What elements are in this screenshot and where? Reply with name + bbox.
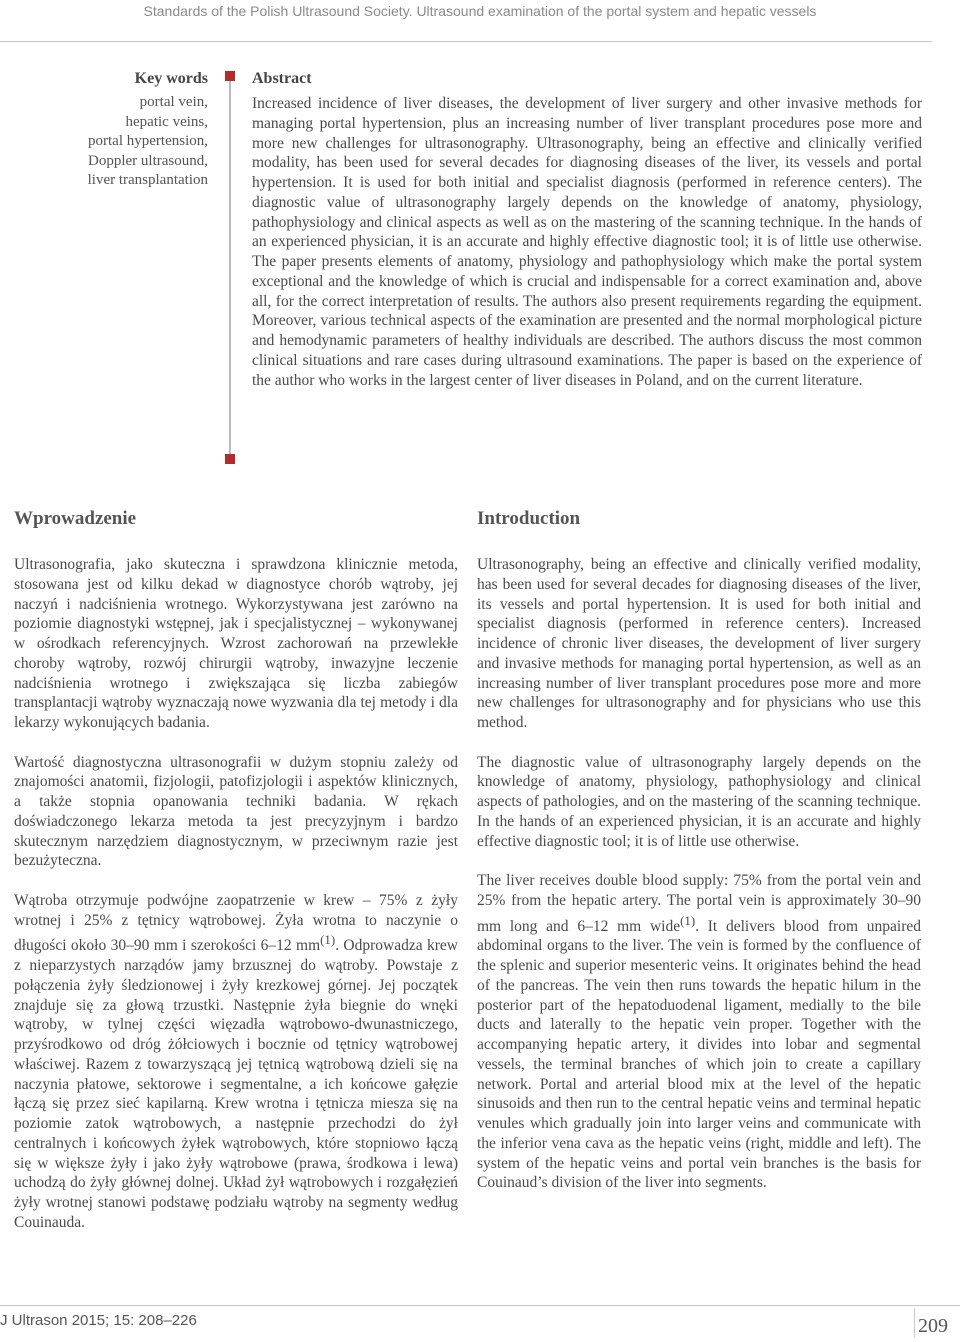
- paragraph-text: Wątroba otrzymuje podwójne zaopatrzenie w krew – 75% z żyły wrotnej i 25% z tętnicy wątrobowej. Żyła wrotna to naczynie o długości około 30–90 mm i szerokości 6–12 mm: [14, 891, 458, 955]
- polish-column: [14, 507, 458, 1252]
- divider-marker-bottom: [225, 454, 235, 464]
- paragraph: [477, 871, 921, 1193]
- section-heading-english: Introduction: [477, 508, 581, 529]
- paragraph-text: . Odprowadza krew z nieparzystych narządów jamy brzusznej do wątroby. Powstaje z połączenia żyły śledzionowej i żyły krezkowej górnej. Jej początek znajduje się za głową trzustki. Następnie żyła biegnie do wnęki wątroby, w tylnej części więzadła wątrobowo-dwunastniczego, przyśrodkowo od dróg żółciowych i bocznie od tętnicy wątrobowej właściwej. Razem z towarzyszącą jej tętnicą wątrobową dzieli się na naczynia płatowe, sektorowe i segmentalne, a ich końcowe gałęzie łączą się przez sieć kapilarną. Krew wrotna i tętnicza miesza się na poziomie zatok wątrobowych, a następnie przechodzi do żył centralnych i końcowych żyłek wątrobowych, które stopniowo łączą się w większe żyły i jako żyły wątrobowe (prawa, środkowa i lewa) uchodzą do żyły głównej dolnej. Układ żył wątrobowych i rozgałęzień żyły wrotnej stanowi podstawę podziału wątroby na segmenty według Couinauda.: [14, 937, 458, 1231]
- paragraph-text: The liver receives double blood supply: 75% from the portal vein and 25% from the hepatic artery. The portal vein is approximately 30–90 mm long and 6–12 mm wide: [477, 872, 921, 935]
- keyword-item: hepatic veins,: [125, 113, 208, 130]
- citation-reference: (1): [680, 912, 696, 928]
- abstract-divider-line: [229, 76, 231, 459]
- abstract-text: Increased incidence of liver diseases, the development of liver surgery and other invasive methods for managing portal hypertension, plus an increasing number of liver transplant procedures pose more and more new challenges for ultrasonography. Ultrasonography, being an effective and clinically verified modality, has been used for several decades for diagnosing diseases of the liver, its vessels and portal hypertension. It is used for both initial and specialist diagnosis (performed in reference centers). The diagnostic value of ultrasonography largely depends on the knowledge of anatomy, physiology, pathophysiology and clinical aspects as well as on the mastering of the scanning technique. In the hands of an experienced physician, it is an accurate and highly effective diagnostic tool; it is of little use otherwise. The paper presents elements of anatomy, physiology and pathophysiology which make the portal system exceptional and the knowledge of which is crucial and indispensable for a correct examination and, above all, for the correct interpretation of results. The authors also present requirements regarding the equipment. Moreover, various technical aspects of the examination are presented and the normal morphological picture and hemodynamic parameters of healthy individuals are described. The authors discuss the most common clinical situations and rare cases during ultrasound examinations. The paper is based on the experience of the author who works in the largest center of liver diseases in Poland, and on the current literature.: [252, 95, 922, 389]
- footer-divider: [0, 1305, 960, 1306]
- keywords-block: [20, 69, 208, 191]
- keyword-item: portal vein,: [139, 94, 208, 110]
- abstract-title: Abstract: [252, 70, 312, 87]
- section-heading-polish: Wprowadzenie: [14, 508, 137, 529]
- divider-marker-top: [225, 71, 235, 81]
- paragraph: Ultrasonografia, jako skuteczna i sprawdzona klinicznie metoda, stosowana jest od kilku dekad w diagnostyce chorób wątroby, jej naczyń i nadciśnienia wrotnego. Wykorzystywana jest zarówno na poziomie diagnostyki wstępnej, jak i specjalistycznej – wykonywanej w ośrodkach referencyjnych. Wzrost zachorowań na przewlekłe choroby wątroby, rozwój chirurgii wątroby, inwazyjne leczenie nadciśnienia wrotnego i zwiększająca się liczba zabiegów transplantacji wątroby wyznaczają nowe wyzwania dla tej metody i dla lekarzy wykonujących badania.: [14, 556, 458, 731]
- keyword-item: portal hypertension,: [88, 133, 208, 149]
- journal-citation: J Ultrason 2015; 15: 208–226: [0, 1312, 197, 1329]
- page-number: 209: [918, 1315, 948, 1337]
- citation-reference: (1): [320, 932, 336, 948]
- paragraph-text: . It delivers blood from unpaired abdominal organs to the liver. The vein is formed by the confluence of the splenic and superior mesenteric veins. It originates behind the head of the pancreas. The vein then runs towards the hepatic hilum in the posterior part of the hepatoduodenal ligament, medially to the bile ducts and laterally to the hepatic vein proper. Together with the accompanying hepatic artery, it divides into lobar and segmental vessels, the terminal branches of which join to create a capillary network. Portal and arterial blood mix at the level of the hepatic sinusoids and then run to the central hepatic veins and terminal hepatic venules which gradually join into larger veins and communicate with the inferior vena cava as the hepatic veins (right, middle and left). The system of the hepatic veins and portal vein branches is the basis for Couinaud’s division of the liver into segments.: [477, 917, 921, 1192]
- paragraph: [14, 891, 458, 1233]
- paragraph: The diagnostic value of ultrasonography largely depends on the knowledge of anatomy, physiology, pathophysiology and clinical aspects of pathologies, and on the mastering of the scanning technique. In the hands of an experienced physician, it is an accurate and highly effective diagnostic tool; it is of little use otherwise.: [477, 753, 921, 850]
- keyword-item: Doppler ultrasound,: [88, 152, 208, 169]
- english-column: [477, 507, 921, 1213]
- page-number-divider: [914, 1308, 915, 1338]
- running-header: Standards of the Polish Ultrasound Society. Ultrasound examination of the portal system and hepatic vessels: [143, 3, 817, 19]
- abstract-block: [252, 69, 922, 390]
- paragraph: Wartość diagnostyczna ultrasonografii w dużym stopniu zależy od znajomości anatomii, fizjologii, patofizjologii i aspektów klinicznych, a także stopnia opanowania techniki badania. W rękach doświadczonego lekarza metoda ta jest precyzyjnym i bardzo skutecznym narzędziem diagnostycznym, w przeciwnym razie jest bezużyteczna.: [14, 753, 458, 870]
- keywords-title: Key words: [134, 70, 208, 87]
- header-divider: [0, 41, 932, 42]
- keyword-item: liver transplantation: [87, 172, 208, 188]
- paragraph: Ultrasonography, being an effective and clinically verified modality, has been used for several decades for diagnosing diseases of the liver, its vessels and portal hypertension. It is used for both initial and specialist diagnosis (performed in reference centers). Increased incidence of chronic liver diseases, the development of liver surgery and invasive methods for managing portal hypertension, as well as an increasing number of liver transplant procedures pose more and more new challenges for ultrasonography and for physicians who use this method.: [477, 556, 921, 731]
